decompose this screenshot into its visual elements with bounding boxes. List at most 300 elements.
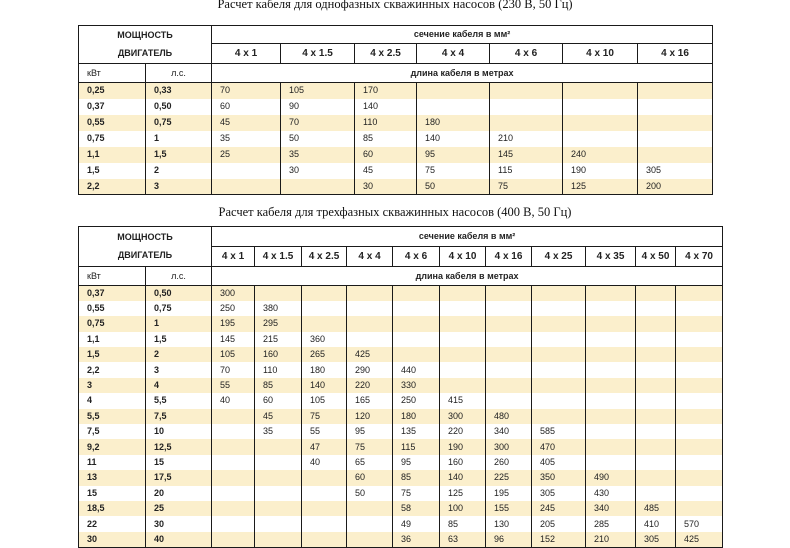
cable-length-cell [302, 532, 347, 547]
cable-length-cell [532, 409, 586, 424]
cable-length-cell: 135 [393, 424, 440, 439]
unit-kw: кВт [79, 267, 146, 286]
power-kw-cell: 11 [79, 455, 146, 470]
cable-length-cell [302, 516, 347, 531]
cable-length-cell [347, 286, 393, 301]
power-hp-cell: 10 [146, 424, 212, 439]
cable-length-cell: 60 [212, 99, 281, 115]
power-hp-cell: 7,5 [146, 409, 212, 424]
cable-length-cell [255, 286, 302, 301]
cable-length-cell: 35 [212, 131, 281, 147]
table2-title: Расчет кабеля для трехфазных скважинных насосов (400 В, 50 Гц) [218, 205, 572, 219]
table-row [79, 147, 713, 163]
single-phase-cable-table [78, 25, 713, 195]
cable-length-cell: 25 [212, 147, 281, 163]
cable-length-cell: 70 [212, 83, 281, 99]
length-header: длина кабеля в метрах [212, 267, 723, 286]
cable-length-cell [676, 424, 723, 439]
power-kw-cell: 1,1 [79, 147, 146, 163]
cable-length-cell: 60 [355, 147, 417, 163]
cable-length-cell [676, 362, 723, 377]
table-row [79, 424, 723, 439]
cable-length-cell [563, 131, 638, 147]
section-header: сечение кабеля в мм² [212, 26, 713, 44]
cable-length-cell [676, 332, 723, 347]
cable-length-cell: 40 [212, 393, 255, 408]
cable-length-cell [212, 163, 281, 179]
power-kw-cell: 1,5 [79, 347, 146, 362]
cable-length-cell: 65 [347, 455, 393, 470]
cable-length-cell [486, 393, 532, 408]
unit-hp: л.с. [146, 267, 212, 286]
table-row [79, 347, 723, 362]
cable-length-cell [676, 378, 723, 393]
power-hp-cell: 4 [146, 378, 212, 393]
cable-length-cell: 45 [212, 115, 281, 131]
cable-length-cell [302, 316, 347, 331]
cable-length-cell: 85 [355, 131, 417, 147]
cable-length-cell [636, 286, 676, 301]
cable-length-cell [563, 99, 638, 115]
cable-length-cell [302, 470, 347, 485]
power-hp-cell: 15 [146, 455, 212, 470]
unit-hp: л.с. [146, 64, 212, 83]
cable-length-cell [636, 332, 676, 347]
cable-length-cell [417, 83, 490, 99]
cable-length-cell: 105 [302, 393, 347, 408]
cable-length-cell [676, 393, 723, 408]
three-phase-cable-table [78, 226, 723, 548]
cable-length-cell [212, 424, 255, 439]
cable-length-cell: 240 [563, 147, 638, 163]
section-size-header: 4 x 4 [347, 247, 393, 267]
cable-length-cell: 95 [347, 424, 393, 439]
cable-length-cell [638, 131, 713, 147]
cable-length-cell: 160 [440, 455, 486, 470]
cable-length-cell [440, 286, 486, 301]
unit-kw: кВт [79, 64, 146, 83]
cable-length-cell: 95 [417, 147, 490, 163]
power-hp-cell: 1 [146, 131, 212, 147]
power-kw-cell: 13 [79, 470, 146, 485]
cable-length-cell [486, 301, 532, 316]
cable-length-cell [486, 347, 532, 362]
cable-length-cell: 125 [563, 179, 638, 195]
cable-length-cell: 285 [586, 516, 636, 531]
cable-length-cell: 120 [347, 409, 393, 424]
cable-length-cell: 47 [302, 439, 347, 454]
cable-length-cell: 105 [281, 83, 355, 99]
cable-length-cell: 300 [212, 286, 255, 301]
cable-length-cell: 96 [486, 532, 532, 547]
cable-length-cell [212, 455, 255, 470]
cable-length-cell [255, 486, 302, 501]
cable-length-cell: 180 [302, 362, 347, 377]
power-hp-cell: 0,75 [146, 115, 212, 131]
power-kw-cell: 0,37 [79, 286, 146, 301]
cable-length-cell [255, 532, 302, 547]
power-header-line1: МОЩНОСТЬ [117, 232, 173, 243]
table-row [79, 486, 723, 501]
cable-length-cell [636, 439, 676, 454]
cable-length-cell [393, 316, 440, 331]
cable-length-cell: 425 [347, 347, 393, 362]
cable-length-cell [636, 393, 676, 408]
cable-length-cell [586, 347, 636, 362]
power-hp-cell: 1,5 [146, 147, 212, 163]
cable-length-cell: 50 [281, 131, 355, 147]
cable-length-cell: 265 [302, 347, 347, 362]
cable-length-cell [636, 424, 676, 439]
cable-length-cell: 350 [532, 470, 586, 485]
cable-length-cell: 95 [393, 455, 440, 470]
cable-length-cell: 100 [440, 501, 486, 516]
cable-length-cell: 380 [255, 301, 302, 316]
cable-length-cell: 225 [486, 470, 532, 485]
cable-length-cell: 40 [302, 455, 347, 470]
power-hp-cell: 1 [146, 316, 212, 331]
cable-length-cell [347, 316, 393, 331]
cable-length-cell [302, 286, 347, 301]
cable-length-cell [347, 516, 393, 531]
cable-length-cell [532, 286, 586, 301]
cable-length-cell: 140 [417, 131, 490, 147]
cable-length-cell: 45 [355, 163, 417, 179]
cable-length-cell: 300 [486, 439, 532, 454]
cable-length-cell [638, 99, 713, 115]
section-size-header: 4 x 4 [417, 44, 490, 64]
table-row [79, 516, 723, 531]
cable-length-cell [212, 516, 255, 531]
section-size-header: 4 x 25 [532, 247, 586, 267]
cable-length-cell: 60 [347, 470, 393, 485]
cable-length-cell [532, 347, 586, 362]
power-hp-cell: 25 [146, 501, 212, 516]
cable-length-cell [440, 362, 486, 377]
table-row [79, 439, 723, 454]
cable-length-cell [255, 516, 302, 531]
power-hp-cell: 2 [146, 163, 212, 179]
cable-length-cell [440, 378, 486, 393]
cable-length-cell [532, 378, 586, 393]
cable-length-cell [532, 393, 586, 408]
power-header-line2: ДВИГАТЕЛЬ [117, 249, 173, 260]
cable-length-cell: 145 [212, 332, 255, 347]
cable-length-cell [563, 115, 638, 131]
cable-length-cell [676, 409, 723, 424]
cable-length-cell [490, 115, 563, 131]
cable-length-cell: 140 [355, 99, 417, 115]
table-row [79, 83, 713, 99]
section-size-header: 4 x 50 [636, 247, 676, 267]
power-kw-cell: 30 [79, 532, 146, 547]
cable-length-cell [586, 301, 636, 316]
power-kw-cell: 1,5 [79, 163, 146, 179]
cable-length-cell [586, 409, 636, 424]
cable-length-cell [586, 378, 636, 393]
cable-length-cell [255, 455, 302, 470]
cable-length-cell [676, 301, 723, 316]
power-hp-cell: 3 [146, 362, 212, 377]
section-size-header: 4 x 2.5 [302, 247, 347, 267]
cable-length-cell: 152 [532, 532, 586, 547]
cable-length-cell [393, 332, 440, 347]
section-header: сечение кабеля в мм² [212, 227, 723, 247]
cable-length-cell: 70 [281, 115, 355, 131]
length-header: длина кабеля в метрах [212, 64, 713, 83]
cable-length-cell [212, 179, 281, 195]
cable-length-cell: 75 [393, 486, 440, 501]
power-kw-cell: 1,1 [79, 332, 146, 347]
cable-length-cell [586, 362, 636, 377]
cable-length-cell [636, 362, 676, 377]
power-kw-cell: 7,5 [79, 424, 146, 439]
cable-length-cell: 190 [440, 439, 486, 454]
cable-length-cell [490, 83, 563, 99]
cable-length-cell [212, 532, 255, 547]
cable-length-cell: 50 [417, 179, 490, 195]
cable-length-cell [676, 316, 723, 331]
table-row [79, 332, 723, 347]
power-hp-cell: 1,5 [146, 332, 212, 347]
cable-length-cell [636, 316, 676, 331]
cable-length-cell: 70 [212, 362, 255, 377]
cable-length-cell [486, 332, 532, 347]
power-kw-cell: 22 [79, 516, 146, 531]
cable-length-cell [302, 501, 347, 516]
cable-length-cell [563, 83, 638, 99]
table-row [79, 115, 713, 131]
power-hp-cell: 0,50 [146, 99, 212, 115]
cable-length-cell: 410 [636, 516, 676, 531]
cable-length-cell [212, 501, 255, 516]
cable-length-cell: 190 [563, 163, 638, 179]
power-kw-cell: 0,55 [79, 301, 146, 316]
cable-length-cell [440, 347, 486, 362]
power-kw-cell: 3 [79, 378, 146, 393]
cable-length-cell: 45 [255, 409, 302, 424]
cable-length-cell: 140 [302, 378, 347, 393]
power-kw-cell: 0,75 [79, 131, 146, 147]
section-size-header: 4 x 10 [563, 44, 638, 64]
power-hp-cell: 40 [146, 532, 212, 547]
table-row [79, 179, 713, 195]
cable-length-cell [490, 99, 563, 115]
power-hp-cell: 0,33 [146, 83, 212, 99]
power-hp-cell: 30 [146, 516, 212, 531]
cable-length-cell: 290 [347, 362, 393, 377]
cable-length-cell: 35 [255, 424, 302, 439]
table-row [79, 501, 723, 516]
cable-length-cell: 110 [355, 115, 417, 131]
cable-length-cell [440, 301, 486, 316]
cable-length-cell: 115 [393, 439, 440, 454]
cable-length-cell: 305 [532, 486, 586, 501]
table-row [79, 163, 713, 179]
cable-length-cell [255, 501, 302, 516]
cable-length-cell: 85 [255, 378, 302, 393]
table-row [79, 532, 723, 547]
cable-length-cell: 295 [255, 316, 302, 331]
cable-length-cell: 30 [355, 179, 417, 195]
cable-length-cell [486, 378, 532, 393]
section-size-header: 4 x 1.5 [281, 44, 355, 64]
cable-length-cell: 90 [281, 99, 355, 115]
cable-length-cell: 35 [281, 147, 355, 163]
table-row [79, 362, 723, 377]
cable-length-cell [347, 332, 393, 347]
cable-length-cell: 115 [490, 163, 563, 179]
cable-length-cell [636, 486, 676, 501]
power-kw-cell: 9,2 [79, 439, 146, 454]
cable-length-cell [586, 316, 636, 331]
cable-length-cell [347, 532, 393, 547]
cable-length-cell [586, 455, 636, 470]
cable-length-cell: 200 [638, 179, 713, 195]
cable-length-cell: 340 [586, 501, 636, 516]
power-kw-cell: 0,75 [79, 316, 146, 331]
cable-length-cell: 220 [347, 378, 393, 393]
cable-length-cell: 63 [440, 532, 486, 547]
cable-length-cell: 130 [486, 516, 532, 531]
cable-length-cell [255, 470, 302, 485]
table-row [79, 378, 723, 393]
power-kw-cell: 5,5 [79, 409, 146, 424]
cable-length-cell: 220 [440, 424, 486, 439]
section-size-header: 4 x 35 [586, 247, 636, 267]
cable-length-cell [302, 486, 347, 501]
cable-length-cell: 330 [393, 378, 440, 393]
section-size-header: 4 x 1 [212, 247, 255, 267]
cable-length-cell: 305 [636, 532, 676, 547]
cable-length-cell: 195 [212, 316, 255, 331]
cable-length-cell [586, 439, 636, 454]
cable-length-cell: 260 [486, 455, 532, 470]
cable-length-cell: 160 [255, 347, 302, 362]
cable-length-cell: 180 [393, 409, 440, 424]
power-kw-cell: 0,37 [79, 99, 146, 115]
cable-length-cell [440, 316, 486, 331]
table-row [79, 393, 723, 408]
cable-length-cell: 180 [417, 115, 490, 131]
table-row [79, 99, 713, 115]
cable-length-cell [586, 424, 636, 439]
cable-length-cell: 480 [486, 409, 532, 424]
cable-length-cell: 105 [212, 347, 255, 362]
cable-length-cell: 170 [355, 83, 417, 99]
cable-length-cell: 430 [586, 486, 636, 501]
cable-length-cell: 195 [486, 486, 532, 501]
section-size-header: 4 x 1.5 [255, 247, 302, 267]
cable-length-cell [393, 347, 440, 362]
table1-title: Расчет кабеля для однофазных скважинных насосов (230 В, 50 Гц) [217, 0, 573, 11]
cable-length-cell [302, 301, 347, 316]
table-row [79, 286, 723, 301]
cable-length-cell [212, 439, 255, 454]
table-row [79, 316, 723, 331]
section-size-header: 4 x 10 [440, 247, 486, 267]
cable-length-cell [676, 347, 723, 362]
cable-length-cell [676, 470, 723, 485]
cable-length-cell [676, 501, 723, 516]
cable-length-cell: 140 [440, 470, 486, 485]
cable-length-cell: 300 [440, 409, 486, 424]
power-kw-cell: 0,25 [79, 83, 146, 99]
cable-length-cell: 36 [393, 532, 440, 547]
table-row [79, 470, 723, 485]
cable-length-cell [636, 409, 676, 424]
cable-length-cell: 75 [347, 439, 393, 454]
cable-length-cell: 360 [302, 332, 347, 347]
power-hp-cell: 17,5 [146, 470, 212, 485]
cable-length-cell: 75 [490, 179, 563, 195]
cable-length-cell [532, 332, 586, 347]
cable-length-cell: 250 [393, 393, 440, 408]
power-kw-cell: 15 [79, 486, 146, 501]
power-hp-cell: 3 [146, 179, 212, 195]
cable-length-cell [440, 332, 486, 347]
section-size-header: 4 x 2.5 [355, 44, 417, 64]
cable-length-cell: 55 [302, 424, 347, 439]
section-size-header: 4 x 16 [486, 247, 532, 267]
section-size-header: 4 x 1 [212, 44, 281, 64]
cable-length-cell: 215 [255, 332, 302, 347]
cable-length-cell: 405 [532, 455, 586, 470]
cable-length-cell: 585 [532, 424, 586, 439]
cable-length-cell [676, 455, 723, 470]
cable-length-cell: 210 [490, 131, 563, 147]
cable-length-cell: 340 [486, 424, 532, 439]
cable-length-cell [586, 332, 636, 347]
cable-length-cell [393, 301, 440, 316]
section-size-header: 4 x 6 [490, 44, 563, 64]
cable-length-cell [638, 115, 713, 131]
cable-length-cell: 145 [490, 147, 563, 163]
cable-length-cell [636, 455, 676, 470]
cable-length-cell: 50 [347, 486, 393, 501]
cable-length-cell [676, 439, 723, 454]
cable-length-cell [486, 286, 532, 301]
table-row [79, 301, 723, 316]
power-kw-cell: 2,2 [79, 362, 146, 377]
table-row [79, 131, 713, 147]
cable-length-cell: 155 [486, 501, 532, 516]
cable-length-cell: 60 [255, 393, 302, 408]
cable-length-cell: 85 [440, 516, 486, 531]
cable-length-cell: 440 [393, 362, 440, 377]
cable-length-cell [281, 179, 355, 195]
cable-length-cell [532, 316, 586, 331]
cable-length-cell: 85 [393, 470, 440, 485]
power-hp-cell: 12,5 [146, 439, 212, 454]
section-size-header: 4 x 16 [638, 44, 713, 64]
cable-length-cell: 205 [532, 516, 586, 531]
power-hp-cell: 2 [146, 347, 212, 362]
power-kw-cell: 18,5 [79, 501, 146, 516]
cable-length-cell [586, 286, 636, 301]
cable-length-cell: 250 [212, 301, 255, 316]
power-hp-cell: 0,75 [146, 301, 212, 316]
cable-length-cell: 75 [417, 163, 490, 179]
cable-length-cell [638, 83, 713, 99]
cable-length-cell [393, 286, 440, 301]
cable-length-cell [212, 470, 255, 485]
cable-length-cell: 415 [440, 393, 486, 408]
cable-length-cell [638, 147, 713, 163]
section-size-header: 4 x 6 [393, 247, 440, 267]
cable-length-cell [255, 439, 302, 454]
section-size-header: 4 x 70 [676, 247, 723, 267]
